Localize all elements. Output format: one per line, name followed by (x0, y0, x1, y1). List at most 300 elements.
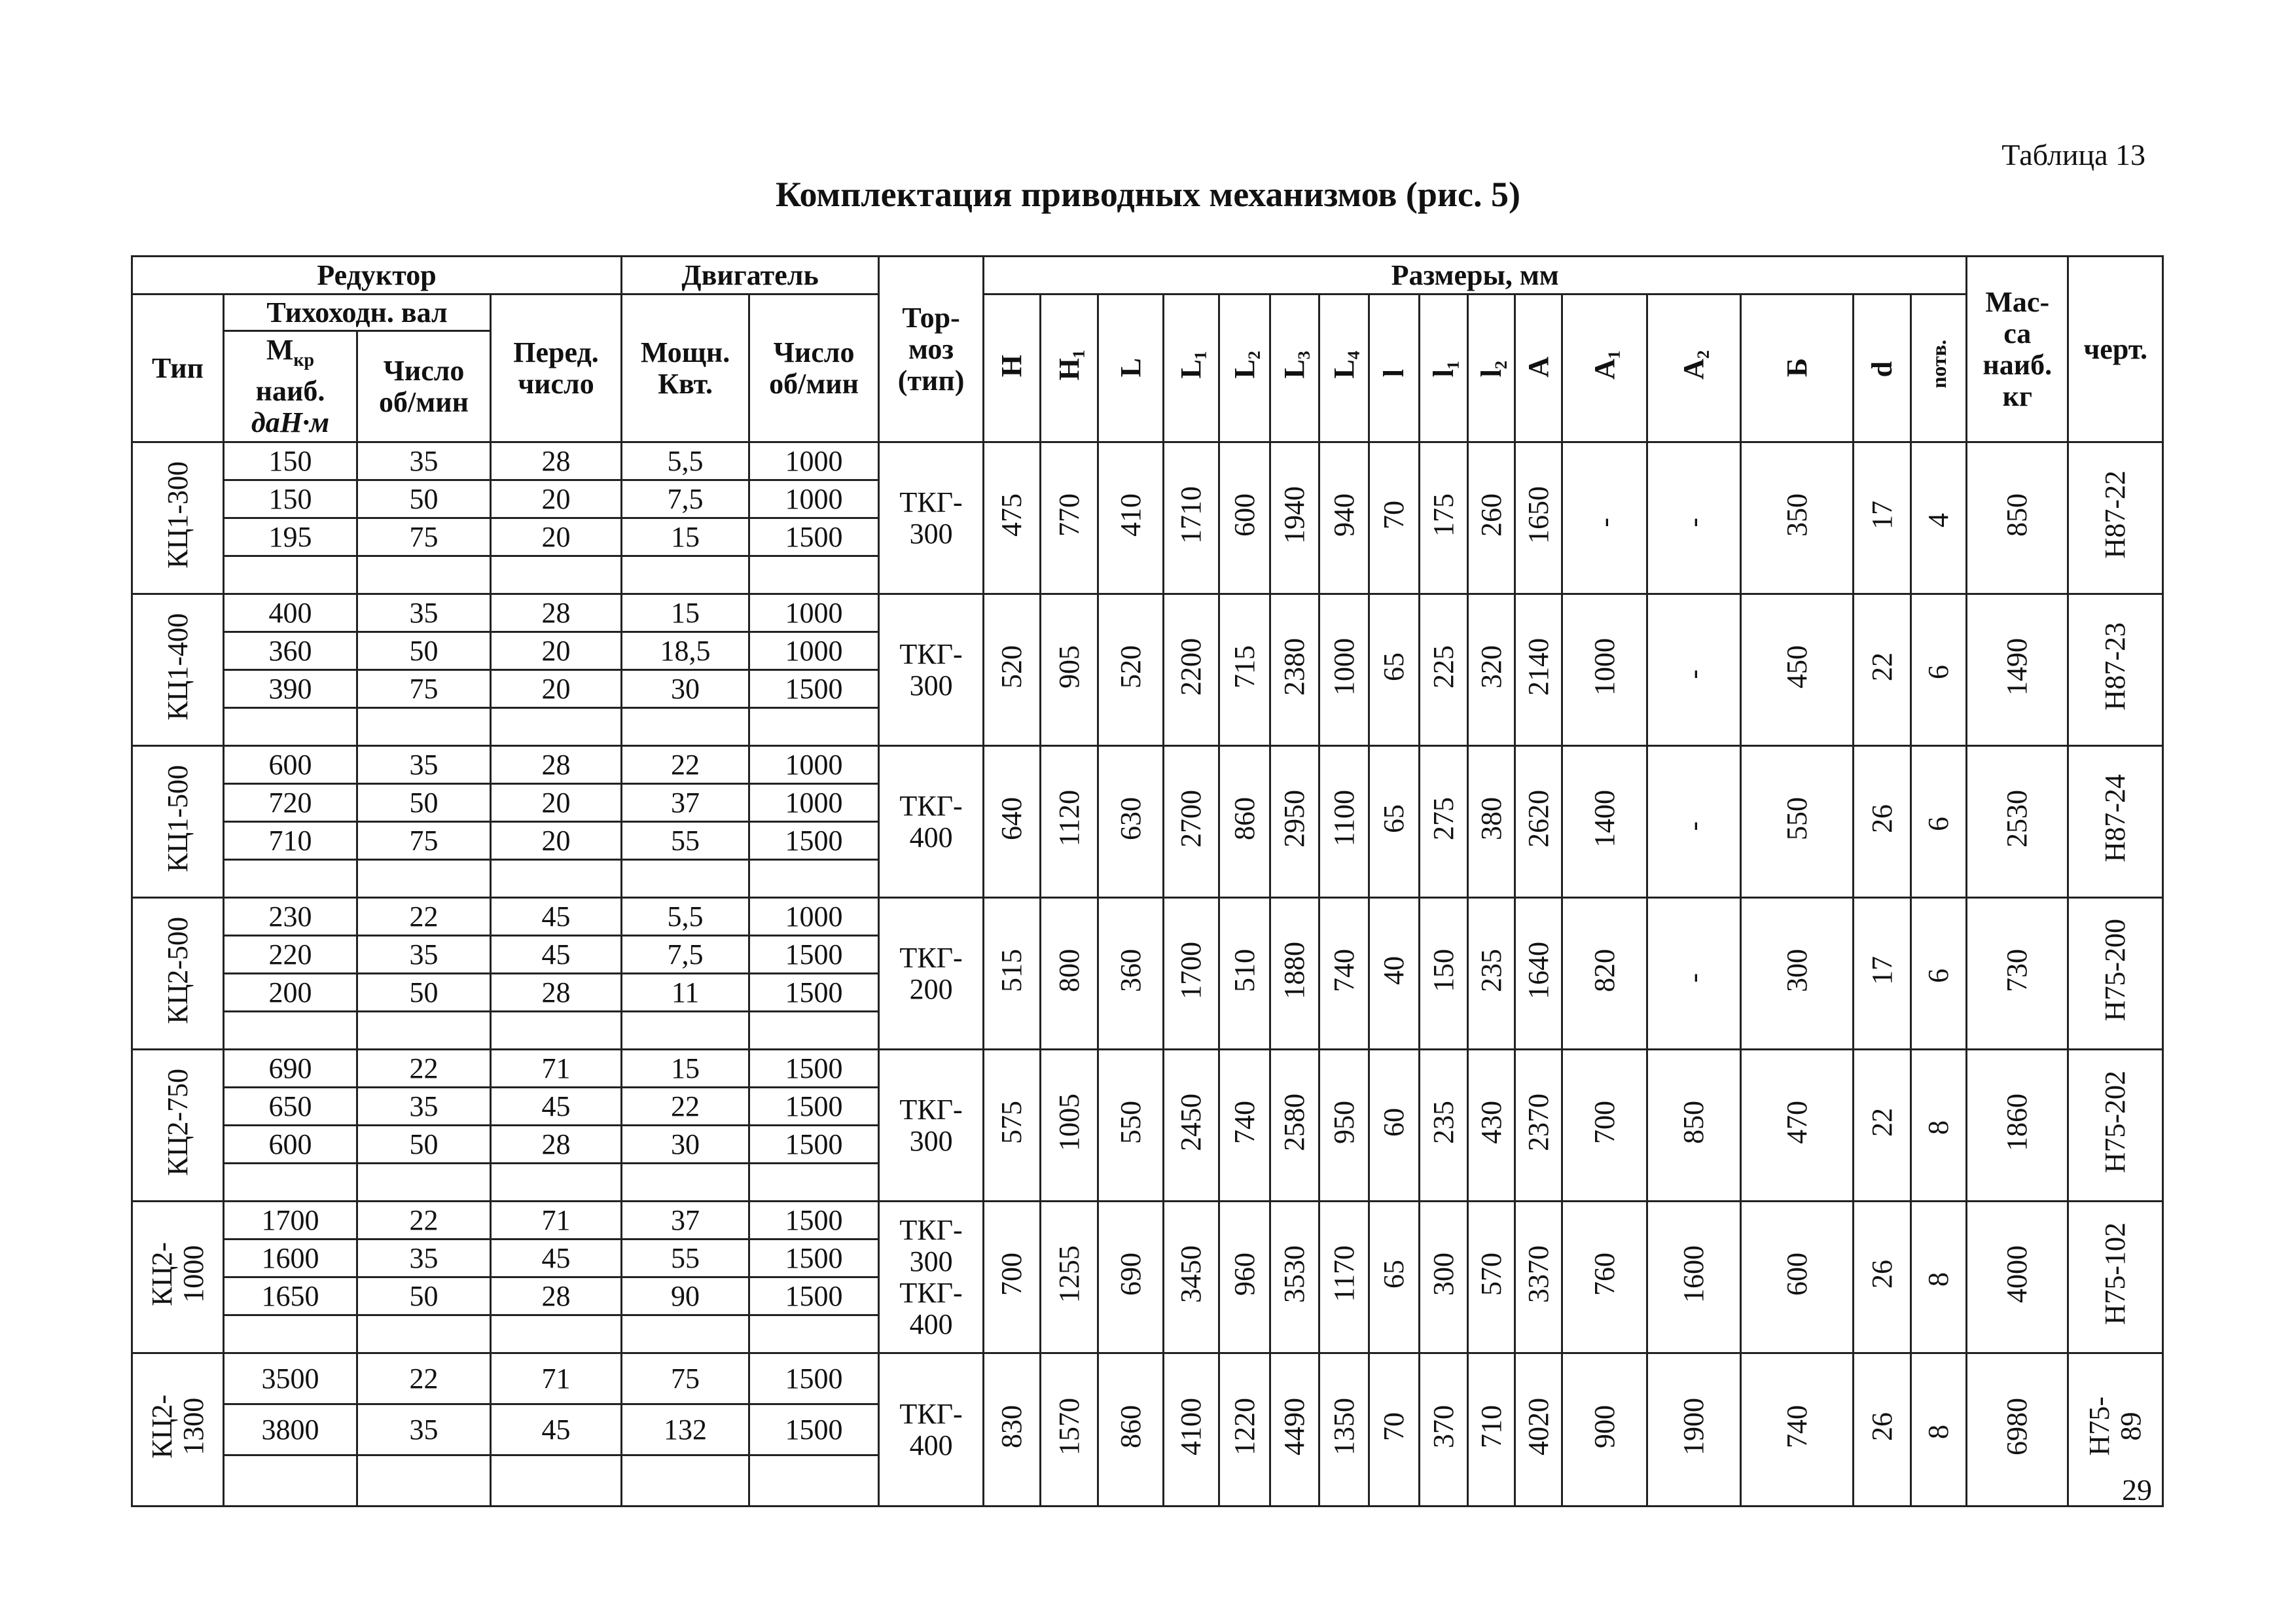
gear-ratio-cell: 28 (491, 1277, 622, 1315)
dimension-cell: 1000 (1319, 594, 1369, 746)
dimension-cell: 1220 (1219, 1353, 1270, 1507)
drawing-cell: Н87-24 (2068, 746, 2163, 898)
dim-header: l₂ (1468, 294, 1515, 442)
mass-cell: 850 (1967, 442, 2068, 594)
dimension-cell: 520 (984, 594, 1041, 746)
engine-rpm-cell (749, 556, 879, 594)
shaft-rpm-cell: 50 (357, 632, 491, 670)
dimension-cell: 715 (1219, 594, 1270, 746)
mass-cell: 730 (1967, 898, 2068, 1050)
dimension-cell: - (1647, 594, 1741, 746)
dimension-cell: 22 (1854, 1050, 1911, 1202)
shaft-rpm-cell: 22 (357, 1050, 491, 1088)
shaft-rpm-cell (357, 1315, 491, 1353)
mass-cell: 1860 (1967, 1050, 2068, 1202)
brake-cell: ТКГ- 400 (879, 746, 984, 898)
power-cell: 5,5 (622, 442, 749, 480)
shaft-rpm-cell (357, 556, 491, 594)
reducer-type-cell: КЦ2- 1300 (132, 1353, 224, 1507)
dimension-cell: 2380 (1270, 594, 1319, 746)
torque-cell: 195 (224, 518, 357, 556)
power-cell: 55 (622, 822, 749, 860)
reducer-type-cell: КЦ2- 1000 (132, 1202, 224, 1353)
dimension-cell: 690 (1098, 1202, 1164, 1353)
engine-rpm-header: Число об/мин (749, 294, 879, 442)
power-cell: 75 (622, 1353, 749, 1404)
dimension-cell: 600 (1741, 1202, 1854, 1353)
gear-ratio-cell (491, 708, 622, 746)
engine-rpm-cell: 1500 (749, 1240, 879, 1277)
shaft-rpm-cell: 22 (357, 1202, 491, 1240)
table-row (132, 898, 2163, 936)
power-cell: 7,5 (622, 936, 749, 974)
power-cell (622, 860, 749, 898)
dimension-cell: 850 (1647, 1050, 1741, 1202)
power-cell (622, 1012, 749, 1050)
dimension-cell: 940 (1319, 442, 1369, 594)
table-row (132, 594, 2163, 632)
dimension-cell: 710 (1468, 1353, 1515, 1507)
dimensions-header: Размеры, мм (984, 257, 1967, 294)
power-cell (622, 556, 749, 594)
power-cell: 15 (622, 518, 749, 556)
gear-ratio-cell: 45 (491, 898, 622, 936)
dimension-cell: 380 (1468, 746, 1515, 898)
power-cell: 22 (622, 1088, 749, 1126)
engine-rpm-cell: 1500 (749, 1126, 879, 1164)
dimension-cell: 2140 (1515, 594, 1562, 746)
dimension-cell: 225 (1420, 594, 1468, 746)
engine-rpm-cell: 1000 (749, 442, 879, 480)
torque-cell: 220 (224, 936, 357, 974)
dimension-cell: 1400 (1562, 746, 1647, 898)
gear-ratio-cell: 71 (491, 1050, 622, 1088)
dimension-cell: 8 (1911, 1050, 1967, 1202)
drive-mechanisms-table (131, 255, 2164, 1507)
dimension-cell: - (1647, 746, 1741, 898)
torque-cell: 710 (224, 822, 357, 860)
shaft-rpm-cell: 35 (357, 746, 491, 784)
dimension-cell: 2580 (1270, 1050, 1319, 1202)
dimension-cell: 740 (1219, 1050, 1270, 1202)
shaft-rpm-cell: 35 (357, 594, 491, 632)
dimension-cell: 1170 (1319, 1202, 1369, 1353)
dimension-cell: 3530 (1270, 1202, 1319, 1353)
dimension-cell: 350 (1741, 442, 1854, 594)
engine-rpm-cell (749, 708, 879, 746)
torque-header: $М_{кр}$ наиб. даН·м (224, 331, 357, 442)
power-cell: 37 (622, 784, 749, 822)
shaft-rpm-cell (357, 1012, 491, 1050)
shaft-rpm-cell: 22 (357, 1353, 491, 1404)
reducer-type-cell: КЦ1-300 (132, 442, 224, 594)
torque-cell: 1650 (224, 1277, 357, 1315)
dimension-cell: 820 (1562, 898, 1647, 1050)
power-cell: 132 (622, 1404, 749, 1455)
engine-rpm-cell: 1500 (749, 936, 879, 974)
dimension-cell: 570 (1468, 1202, 1515, 1353)
power-cell: 15 (622, 594, 749, 632)
dimension-cell: 760 (1562, 1202, 1647, 1353)
dimension-cell: 1650 (1515, 442, 1562, 594)
gear-ratio-header: Перед. число (491, 294, 622, 442)
dimension-cell: 1640 (1515, 898, 1562, 1050)
brake-cell: ТКГ- 300 ТКГ- 400 (879, 1202, 984, 1353)
dimension-cell: 550 (1741, 746, 1854, 898)
dimension-cell: 475 (984, 442, 1041, 594)
torque-cell: 3500 (224, 1353, 357, 1404)
dim-header: A₂ (1647, 294, 1741, 442)
engine-rpm-cell: 1500 (749, 1088, 879, 1126)
dimension-cell: 1000 (1562, 594, 1647, 746)
gear-ratio-cell (491, 1455, 622, 1507)
power-cell (622, 1315, 749, 1353)
dimension-cell: 3370 (1515, 1202, 1562, 1353)
drawing-cell: Н87-22 (2068, 442, 2163, 594)
dimension-cell: 8 (1911, 1353, 1967, 1507)
gear-ratio-cell: 20 (491, 518, 622, 556)
gear-ratio-cell: 20 (491, 784, 622, 822)
dim-header: H₁ (1041, 294, 1098, 442)
reducer-type-cell: КЦ1-400 (132, 594, 224, 746)
dim-header: nотв. (1911, 294, 1967, 442)
dimension-cell: 410 (1098, 442, 1164, 594)
dimension-cell: 26 (1854, 1353, 1911, 1507)
torque-cell (224, 1164, 357, 1202)
dimension-cell: 1005 (1041, 1050, 1098, 1202)
dimension-cell: 430 (1468, 1050, 1515, 1202)
table-row (132, 746, 2163, 784)
dimension-cell: 1350 (1319, 1353, 1369, 1507)
dimension-cell: 70 (1369, 1353, 1420, 1507)
brake-cell: ТКГ- 300 (879, 442, 984, 594)
dimension-cell: 150 (1420, 898, 1468, 1050)
dimension-cell: 550 (1098, 1050, 1164, 1202)
drawing-cell: Н75- 89 (2068, 1353, 2163, 1507)
torque-cell: 3800 (224, 1404, 357, 1455)
dim-header: L₃ (1270, 294, 1319, 442)
dim-header: l₁ (1420, 294, 1468, 442)
reducer-type-cell: КЦ2-750 (132, 1050, 224, 1202)
dimension-cell: 1570 (1041, 1353, 1098, 1507)
gear-ratio-cell: 20 (491, 670, 622, 708)
dimension-cell: 830 (984, 1353, 1041, 1507)
mass-cell: 6980 (1967, 1353, 2068, 1507)
gear-ratio-cell: 71 (491, 1202, 622, 1240)
dimension-cell: 26 (1854, 1202, 1911, 1353)
dimension-cell: 700 (1562, 1050, 1647, 1202)
gear-ratio-cell: 20 (491, 632, 622, 670)
mass-cell: 4000 (1967, 1202, 2068, 1353)
dimension-cell: 235 (1468, 898, 1515, 1050)
torque-cell: 650 (224, 1088, 357, 1126)
engine-rpm-cell: 1500 (749, 518, 879, 556)
shaft-rpm-cell: 50 (357, 1277, 491, 1315)
dim-header: A₁ (1562, 294, 1647, 442)
dimension-cell: 370 (1420, 1353, 1468, 1507)
shaft-rpm-cell: 75 (357, 822, 491, 860)
gear-ratio-cell: 45 (491, 1240, 622, 1277)
dimension-cell: 1940 (1270, 442, 1319, 594)
drawing-header: черт. (2068, 257, 2163, 442)
torque-cell (224, 860, 357, 898)
dimension-cell: 4490 (1270, 1353, 1319, 1507)
dimension-cell: 4100 (1164, 1353, 1219, 1507)
table-title: Комплектация приводных механизмов (рис. 5) (775, 175, 1520, 214)
dimension-cell: 510 (1219, 898, 1270, 1050)
dimension-cell: 70 (1369, 442, 1420, 594)
dimension-cell: 520 (1098, 594, 1164, 746)
gear-ratio-cell (491, 1164, 622, 1202)
gear-ratio-cell: 28 (491, 594, 622, 632)
dimension-cell: 740 (1741, 1353, 1854, 1507)
dimension-cell: 175 (1420, 442, 1468, 594)
power-cell: 37 (622, 1202, 749, 1240)
torque-cell: 230 (224, 898, 357, 936)
dimension-cell: 2950 (1270, 746, 1319, 898)
dimension-cell: 900 (1562, 1353, 1647, 1507)
engine-rpm-cell: 1000 (749, 632, 879, 670)
shaft-rpm-cell (357, 860, 491, 898)
torque-cell (224, 708, 357, 746)
dimension-cell: 2450 (1164, 1050, 1219, 1202)
gear-ratio-cell: 28 (491, 442, 622, 480)
dimension-cell: 2370 (1515, 1050, 1562, 1202)
dimension-cell: 60 (1369, 1050, 1420, 1202)
table-row (132, 1202, 2163, 1240)
torque-cell: 150 (224, 480, 357, 518)
dimension-cell: 950 (1319, 1050, 1369, 1202)
power-cell: 90 (622, 1277, 749, 1315)
dimension-cell: 8 (1911, 1202, 1967, 1353)
dimension-cell: 905 (1041, 594, 1098, 746)
torque-cell: 600 (224, 746, 357, 784)
dimension-cell: 600 (1219, 442, 1270, 594)
torque-cell: 400 (224, 594, 357, 632)
torque-cell: 1600 (224, 1240, 357, 1277)
dimension-cell: 860 (1098, 1353, 1164, 1507)
dimension-cell: 2700 (1164, 746, 1219, 898)
dimension-cell: 4 (1911, 442, 1967, 594)
engine-rpm-cell: 1500 (749, 974, 879, 1012)
shaft-rpm-header: Число об/мин (357, 331, 491, 442)
dim-header: d (1854, 294, 1911, 442)
power-cell (622, 1455, 749, 1507)
reducer-type-cell: КЦ2-500 (132, 898, 224, 1050)
gear-ratio-cell: 28 (491, 1126, 622, 1164)
table-number-label: Таблица 13 (2001, 138, 2145, 171)
torque-cell: 360 (224, 632, 357, 670)
reducer-header: Редуктор (132, 257, 622, 294)
slow-shaft-header: Тихоходн. вал (224, 294, 491, 331)
drawing-cell: Н75-102 (2068, 1202, 2163, 1353)
engine-rpm-cell: 1000 (749, 784, 879, 822)
dimension-cell: 1900 (1647, 1353, 1741, 1507)
dimension-cell: 6 (1911, 746, 1967, 898)
page-number: 29 (2122, 1473, 2152, 1507)
engine-rpm-cell: 1500 (749, 1202, 879, 1240)
shaft-rpm-cell: 35 (357, 1404, 491, 1455)
gear-ratio-cell (491, 556, 622, 594)
dimension-cell: 275 (1420, 746, 1468, 898)
dimension-cell: 515 (984, 898, 1041, 1050)
table-row (132, 1353, 2163, 1404)
dimension-cell: 17 (1854, 898, 1911, 1050)
dimension-cell: 2200 (1164, 594, 1219, 746)
dimension-cell: 26 (1854, 746, 1911, 898)
shaft-rpm-cell: 35 (357, 1088, 491, 1126)
gear-ratio-cell (491, 1012, 622, 1050)
engine-rpm-cell: 1000 (749, 898, 879, 936)
dimension-cell: 40 (1369, 898, 1420, 1050)
type-header: Тип (132, 294, 224, 442)
dimension-cell: 6 (1911, 898, 1967, 1050)
gear-ratio-cell: 71 (491, 1353, 622, 1404)
dimension-cell: 1255 (1041, 1202, 1098, 1353)
power-cell: 55 (622, 1240, 749, 1277)
shaft-rpm-cell (357, 708, 491, 746)
dim-header: L (1098, 294, 1164, 442)
power-cell: 30 (622, 670, 749, 708)
engine-rpm-cell: 1500 (749, 1050, 879, 1088)
torque-cell: 390 (224, 670, 357, 708)
dimension-cell: 17 (1854, 442, 1911, 594)
dim-header: L₂ (1219, 294, 1270, 442)
engine-rpm-cell (749, 1455, 879, 1507)
power-header: Мощн. Квт. (622, 294, 749, 442)
dimension-cell: 320 (1468, 594, 1515, 746)
gear-ratio-cell: 45 (491, 1404, 622, 1455)
torque-cell: 600 (224, 1126, 357, 1164)
table-row (132, 1050, 2163, 1088)
dimension-cell: 640 (984, 746, 1041, 898)
torque-cell (224, 1455, 357, 1507)
engine-rpm-cell (749, 1012, 879, 1050)
shaft-rpm-cell: 35 (357, 442, 491, 480)
shaft-rpm-cell: 75 (357, 670, 491, 708)
shaft-rpm-cell (357, 1455, 491, 1507)
shaft-rpm-cell: 50 (357, 784, 491, 822)
shaft-rpm-cell: 50 (357, 1126, 491, 1164)
dimension-cell: 65 (1369, 594, 1420, 746)
power-cell: 7,5 (622, 480, 749, 518)
gear-ratio-cell: 20 (491, 822, 622, 860)
engine-rpm-cell (749, 860, 879, 898)
dimension-cell: 22 (1854, 594, 1911, 746)
dimension-cell: 860 (1219, 746, 1270, 898)
dim-header: L₄ (1319, 294, 1369, 442)
engine-rpm-cell (749, 1164, 879, 1202)
dimension-cell: 960 (1219, 1202, 1270, 1353)
power-cell (622, 708, 749, 746)
dimension-cell: 770 (1041, 442, 1098, 594)
torque-cell (224, 556, 357, 594)
drawing-cell: Н75-200 (2068, 898, 2163, 1050)
dimension-cell: 4020 (1515, 1353, 1562, 1507)
dimension-cell: 1700 (1164, 898, 1219, 1050)
torque-cell (224, 1315, 357, 1353)
engine-rpm-cell: 1500 (749, 1277, 879, 1315)
dimension-cell: 800 (1041, 898, 1098, 1050)
brake-cell: ТКГ- 200 (879, 898, 984, 1050)
power-cell (622, 1164, 749, 1202)
torque-cell: 1700 (224, 1202, 357, 1240)
dim-header: A (1515, 294, 1562, 442)
dim-header: l (1369, 294, 1420, 442)
engine-rpm-cell: 1000 (749, 594, 879, 632)
brake-cell: ТКГ- 300 (879, 1050, 984, 1202)
engine-rpm-cell: 1500 (749, 822, 879, 860)
shaft-rpm-cell (357, 1164, 491, 1202)
dimension-cell: 6 (1911, 594, 1967, 746)
brake-header: Тор- моз (тип) (879, 257, 984, 442)
power-cell: 30 (622, 1126, 749, 1164)
mass-cell: 1490 (1967, 594, 2068, 746)
table-row (132, 442, 2163, 480)
shaft-rpm-cell: 22 (357, 898, 491, 936)
power-cell: 15 (622, 1050, 749, 1088)
dimension-cell: 260 (1468, 442, 1515, 594)
shaft-rpm-cell: 75 (357, 518, 491, 556)
dimension-cell: 235 (1420, 1050, 1468, 1202)
dimension-cell: 1880 (1270, 898, 1319, 1050)
dimension-cell: - (1647, 442, 1741, 594)
shaft-rpm-cell: 35 (357, 1240, 491, 1277)
engine-rpm-cell (749, 1315, 879, 1353)
reducer-type-cell: КЦ1-500 (132, 746, 224, 898)
dim-header: H (984, 294, 1041, 442)
torque-cell (224, 1012, 357, 1050)
engine-rpm-cell: 1000 (749, 480, 879, 518)
power-cell: 18,5 (622, 632, 749, 670)
power-cell: 22 (622, 746, 749, 784)
gear-ratio-cell (491, 1315, 622, 1353)
dimension-cell: 450 (1741, 594, 1854, 746)
power-cell: 11 (622, 974, 749, 1012)
dimension-cell: - (1647, 898, 1741, 1050)
dim-header: Б (1741, 294, 1854, 442)
shaft-rpm-cell: 50 (357, 480, 491, 518)
dimension-cell: 470 (1741, 1050, 1854, 1202)
shaft-rpm-cell: 50 (357, 974, 491, 1012)
gear-ratio-cell: 20 (491, 480, 622, 518)
dimension-cell: 1710 (1164, 442, 1219, 594)
dimension-cell: 360 (1098, 898, 1164, 1050)
dimension-cell: 3450 (1164, 1202, 1219, 1353)
dimension-cell: 630 (1098, 746, 1164, 898)
dimension-cell: 1600 (1647, 1202, 1741, 1353)
engine-header: Двигатель (622, 257, 879, 294)
brake-cell: ТКГ- 400 (879, 1353, 984, 1507)
dimension-cell: 700 (984, 1202, 1041, 1353)
torque-cell: 720 (224, 784, 357, 822)
mass-cell: 2530 (1967, 746, 2068, 898)
gear-ratio-cell (491, 860, 622, 898)
engine-rpm-cell: 1500 (749, 1353, 879, 1404)
engine-rpm-cell: 1500 (749, 1404, 879, 1455)
dimension-cell: 300 (1741, 898, 1854, 1050)
dimension-cell: 65 (1369, 746, 1420, 898)
gear-ratio-cell: 45 (491, 1088, 622, 1126)
dimension-cell: 300 (1420, 1202, 1468, 1353)
table-body (132, 442, 2163, 1507)
dimension-cell: 1120 (1041, 746, 1098, 898)
dimension-cell: 575 (984, 1050, 1041, 1202)
power-cell: 5,5 (622, 898, 749, 936)
dimension-cell: 1100 (1319, 746, 1369, 898)
torque-cell: 690 (224, 1050, 357, 1088)
dimension-cell: - (1562, 442, 1647, 594)
